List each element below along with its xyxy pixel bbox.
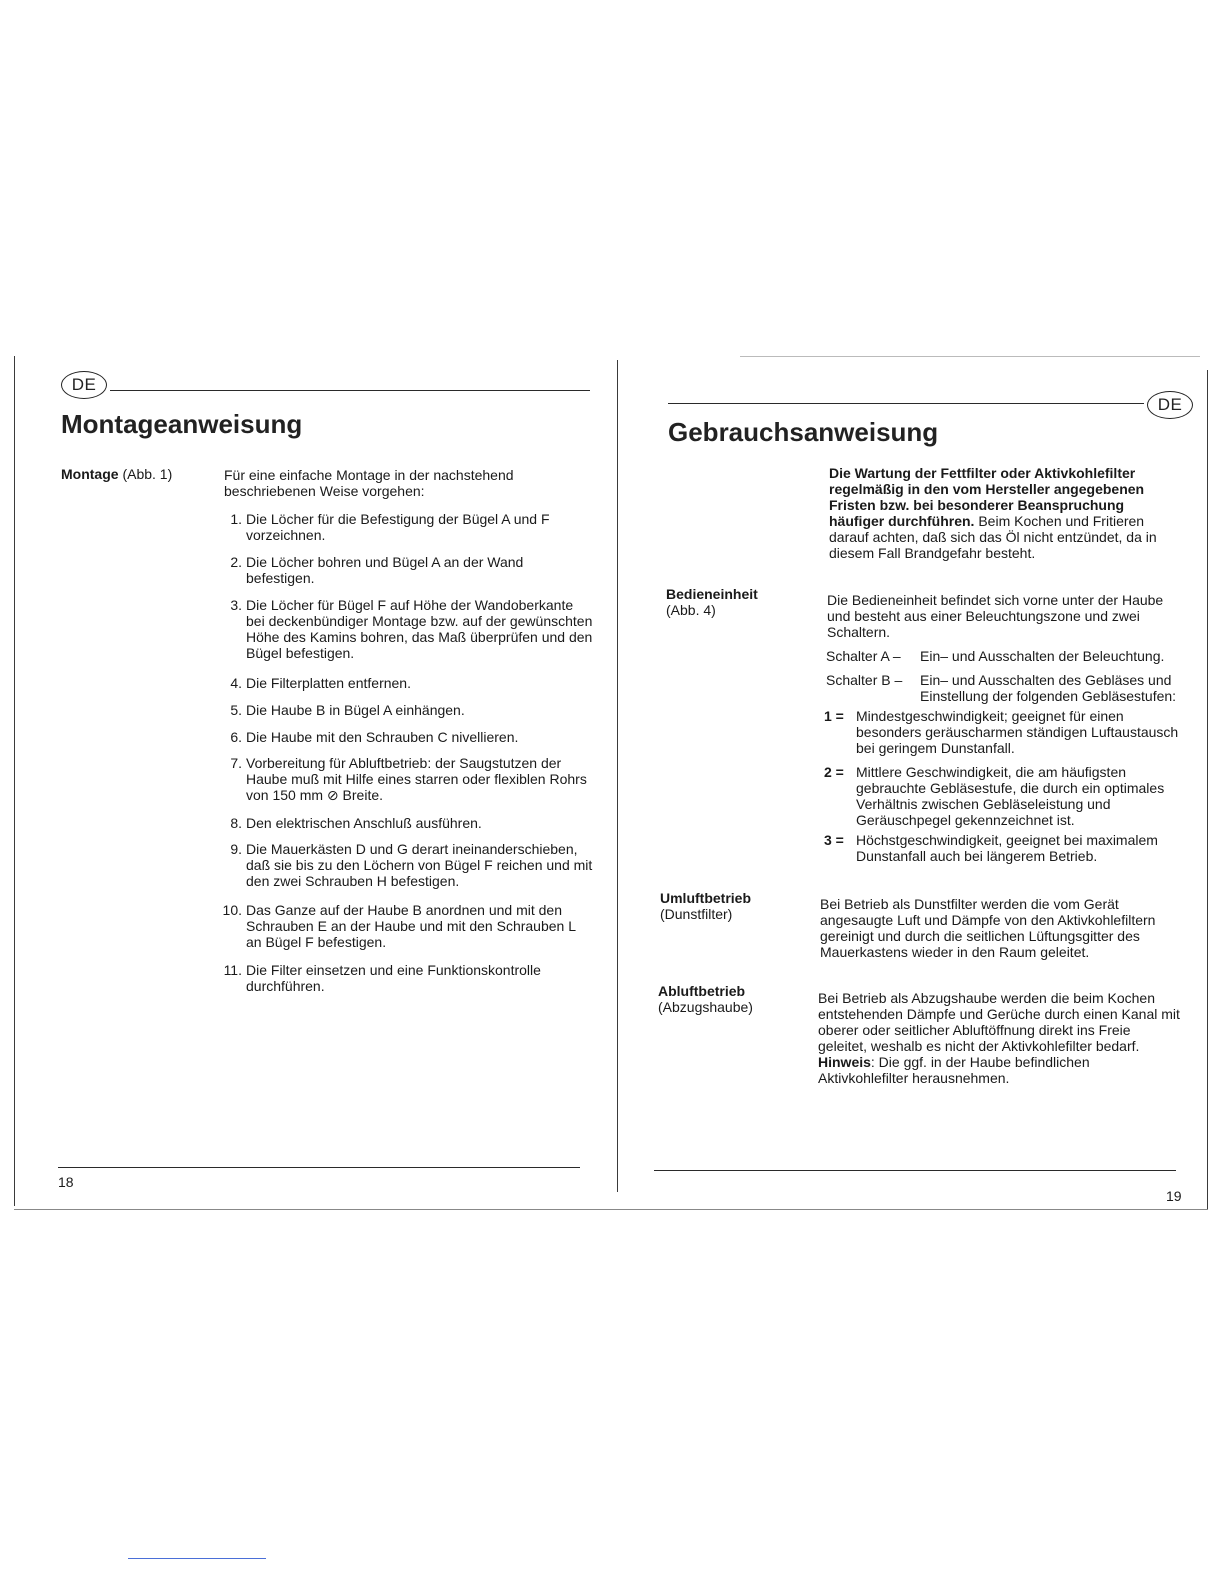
language-badge-de: DE <box>61 371 107 399</box>
step-text: Die Löcher für die Befestigung der Bügel A und F vorzeichnen. <box>246 511 550 543</box>
step-number: 11. <box>223 962 242 978</box>
section-label-ref: (Dunstfilter) <box>660 906 733 922</box>
fan-level-key: 1 = <box>824 708 844 724</box>
step-number: 8. <box>230 815 242 831</box>
step-number: 9. <box>230 841 242 857</box>
step-text: Die Filter einsetzen und eine Funktionskontrolle durchführen. <box>246 962 541 994</box>
section-label-ref: (Abb. 4) <box>666 602 716 618</box>
section-label-abluftbetrieb <box>658 983 753 1015</box>
section-label-bold: Bedieneinheit <box>666 586 758 602</box>
page-number: 19 <box>1166 1188 1182 1204</box>
umluft-text: Bei Betrieb als Dunstfilter werden die vom Gerät angesaugte Luft und Dämpfe von den Aktivkohlefiltern gereinigt und durch die seitlichen Lüftungsgitter des Mauerkastens wieder in den Raum geleitet. <box>820 896 1156 960</box>
section-label-ref: (Abzugshaube) <box>658 999 753 1015</box>
step-text: Die Haube mit den Schrauben C nivellieren. <box>246 729 519 745</box>
step-text: Die Filterplatten entfernen. <box>246 675 411 691</box>
fan-level-text: Mittlere Geschwindigkeit, die am häufigsten gebrauchte Gebläsestufe, die durch ein optimales Verhältnis zwischen Gebläseleistung und Geräuschpegel gekennzeichnet ist. <box>856 764 1165 828</box>
step-text: Den elektrischen Anschluß ausführen. <box>246 815 482 831</box>
fan-level-text: Mindestgeschwindigkeit; geeignet für einen besonders geräuscharmen ständigen Luftaustausch bei geringem Dunstanfall. <box>856 708 1179 756</box>
top-right-scan-edge <box>740 356 1200 357</box>
step-text: Die Haube B in Bügel A einhängen. <box>246 702 465 718</box>
maintenance-warning <box>829 465 1179 561</box>
footer-link-line <box>128 1558 266 1559</box>
step-number: 1. <box>230 511 242 527</box>
section-label-bold: Abluftbetrieb <box>658 983 746 999</box>
intro-text: Für eine einfache Montage in der nachstehend beschriebenen Weise vorgehen: <box>224 467 514 499</box>
section-label-umluftbetrieb <box>660 890 751 922</box>
step-number: 6. <box>230 729 242 745</box>
step-text: Die Löcher für Bügel F auf Höhe der Wandoberkante bei deckenbündiger Montage bzw. auf der gewünschten Höhe des Kamins bohren, das Maß überprüfen und den Bügel befestigen. <box>246 597 593 661</box>
abluft-text <box>818 990 1182 1086</box>
step-text: Die Löcher bohren und Bügel A an der Wand befestigen. <box>246 554 524 586</box>
step-text: Die Mauerkästen D und G derart ineinanderschieben, daß sie bis zu den Löchern von Bügel F reichen und mit den zwei Schrauben H befestigen. <box>246 841 593 889</box>
warning-bold-text: Die Wartung der Fettfilter oder Aktivkohlefilter regelmäßig in den vom Hersteller angegebenen Fristen bzw. bei besonderer Beanspruchung häufiger durchführen. <box>829 465 1145 529</box>
section-label-bold: Montage <box>61 466 119 482</box>
switch-b-key: Schalter B – <box>826 672 903 688</box>
switch-b-text: Ein– und Ausschalten des Gebläses und Einstellung der folgenden Gebläsestufen: <box>920 672 1177 704</box>
section-label-ref: (Abb. 1) <box>122 466 173 482</box>
step-text: Vorbereitung für Abluftbetrieb: der Saugstutzen der Haube muß mit Hilfe eines starren oder flexiblen Rohrs von 150 mm ⊘ Breite. <box>246 755 587 803</box>
right-border-line <box>1207 370 1208 1210</box>
abluft-body: Bei Betrieb als Abzugshaube werden die beim Kochen entstehenden Dämpfe und Gerüche durch einen Kanal mit oberer oder seitlicher Abluftöffnung direkt ins Freie geleitet, weshalb es nicht der Aktivkohlefilter bedarf. <box>818 990 1180 1054</box>
footer-rule <box>654 1170 1176 1171</box>
page-title: Montageanweisung <box>61 409 303 439</box>
footer-rule <box>58 1167 580 1168</box>
page-title: Gebrauchsanweisung <box>668 417 939 447</box>
fan-level-item <box>824 764 1186 828</box>
switch-a-text: Ein– und Ausschalten der Beleuchtung. <box>920 648 1165 664</box>
fan-level-key: 2 = <box>824 764 844 780</box>
step-number: 10. <box>222 902 242 918</box>
left-border-line <box>14 356 15 1206</box>
page-number: 18 <box>58 1174 74 1190</box>
step-text: Das Ganze auf der Haube B anordnen und mit den Schrauben E an der Haube und mit den Schrauben L an Bügel F befestigen. <box>246 902 576 950</box>
spine-line <box>617 360 618 1192</box>
step-number: 4. <box>230 675 242 691</box>
bedieneinheit-text: Die Bedieneinheit befindet sich vorne unter der Haube und besteht aus einer Beleuchtungszone und zwei Schaltern. <box>827 592 1164 640</box>
language-badge-de: DE <box>1147 391 1193 419</box>
bottom-scan-edge <box>14 1209 1208 1210</box>
fan-level-item <box>824 832 1186 882</box>
step-number: 7. <box>230 755 242 771</box>
warning-text: Beim Kochen und Fritieren darauf achten, daß sich das Öl nicht entzündet, da in diesem Fall Brandgefahr besteht. <box>829 513 1157 561</box>
switch-a-row <box>826 648 1188 664</box>
section-label-bedieneinheit <box>666 586 758 618</box>
switch-a-key: Schalter A – <box>826 648 901 664</box>
step-number: 3. <box>230 597 242 613</box>
step-number: 2. <box>230 554 242 570</box>
header-rule <box>110 390 590 391</box>
fan-level-key: 3 = <box>824 832 844 848</box>
switch-b-row <box>826 672 1188 706</box>
step-number: 5. <box>230 702 242 718</box>
fan-level-text: Höchstgeschwindigkeit, geeignet bei maximalem Dunstanfall auch bei längerem Betrieb. <box>856 832 1158 864</box>
hint-text: : Die ggf. in der Haube befindlichen Aktivkohlefilter herausnehmen. <box>818 1054 1090 1086</box>
section-label-montage <box>61 466 172 482</box>
header-rule <box>668 403 1144 404</box>
section-label-bold: Umluftbetrieb <box>660 890 751 906</box>
hint-label: Hinweis <box>818 1054 871 1070</box>
fan-level-item <box>824 708 1186 758</box>
